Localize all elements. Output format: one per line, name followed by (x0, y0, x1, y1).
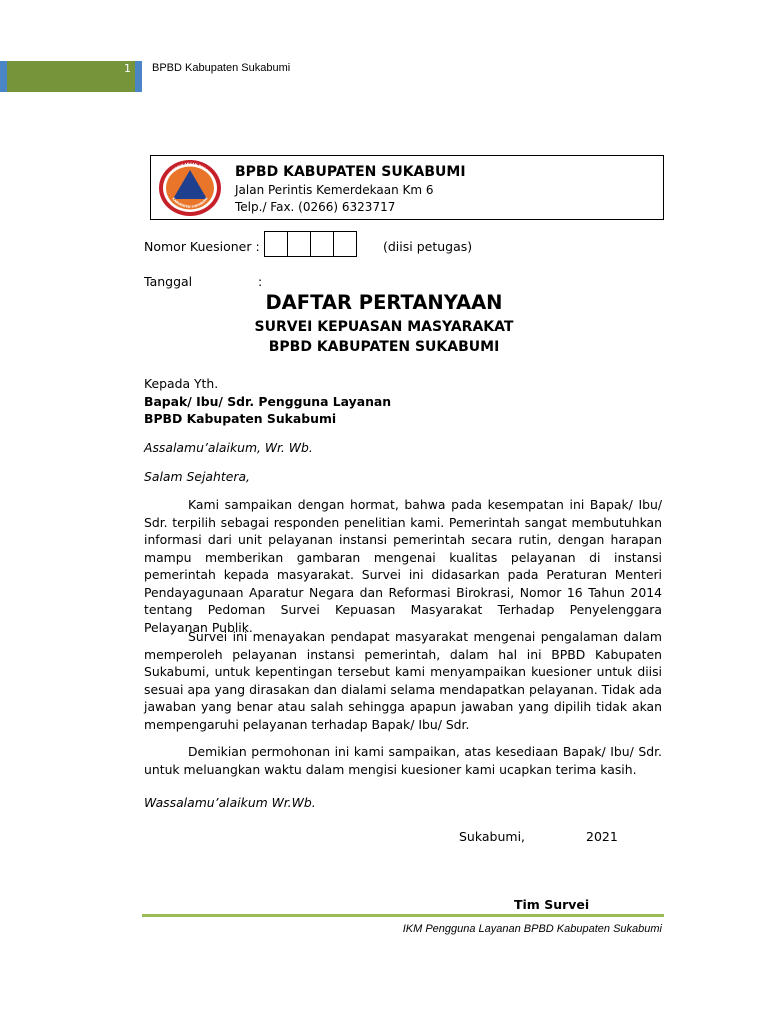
nomor-digit-box[interactable] (311, 232, 334, 256)
tanggal-label: Tanggal (144, 274, 193, 289)
header-accent-right (135, 61, 142, 92)
subtitle-survey: SURVEI KEPUASAN MASYARAKAT (254, 319, 514, 335)
header-accent-left (0, 61, 7, 92)
body-paragraph-3: Demikian permohonan ini kami sampaikan, atas kesediaan Bapak/ Ibu/ Sdr. untuk meluangkan waktu dalam mengisi kuesioner kami ucapkan terima kasih. (144, 744, 662, 777)
closing-year: 2021 (586, 829, 618, 844)
org-phone: Telp./ Fax. (0266) 6323717 (235, 200, 396, 214)
nomor-digit-box[interactable] (265, 232, 288, 256)
header-bar (0, 61, 142, 92)
header-title: BPBD Kabupaten Sukabumi (152, 62, 291, 74)
letterhead-box (150, 155, 664, 220)
footer-divider (142, 914, 664, 917)
bpbd-logo-icon (158, 159, 222, 217)
recipient-line3: BPBD Kabupaten Sukabumi (144, 411, 337, 426)
logo-ring-text: DAN PENANGGULANGAN BENCANA DAER (162, 161, 218, 189)
org-name: BPBD KABUPATEN SUKABUMI (235, 164, 466, 180)
nomor-label: Nomor Kuesioner : (144, 239, 260, 254)
greeting-salam: Salam Sejahtera, (144, 469, 250, 484)
body-paragraph-2: Survei ini menayakan pendapat masyarakat mengenai pengalaman dalam memperoleh pelayanan instansi pemerintah, dalam hal ini BPBD Kabupaten Sukabumi, untuk kepentingan tersebut kami menyampaikan kuesioner untuk diisi sesuai apa yang dirasakan dan dialami selama mendapatkan pelayanan. Tidak ada jawaban yang benar atau salah sehingga apapun jawaban yang dipilih tidak akan mempengaruhi pelayanan terhadap Bapak/ Ibu/ Sdr. (144, 629, 662, 732)
closing-place: Sukabumi, (459, 829, 526, 844)
closing-wassalam: Wassalamu’alaikum Wr.Wb. (144, 795, 316, 810)
page-number: 1 (124, 62, 131, 75)
recipient-line2: Bapak/ Ibu/ Sdr. Pengguna Layanan (144, 394, 392, 409)
tanggal-colon: : (258, 274, 263, 289)
nomor-kuesioner-boxes[interactable] (264, 231, 357, 257)
nomor-note: (diisi petugas) (383, 239, 473, 254)
body-paragraph-1: Kami sampaikan dengan hormat, bahwa pada kesempatan ini Bapak/ Ibu/ Sdr. terpilih sebagai responden penelitian kami. Pemerintah sangat membutuhkan informasi dari unit pelayanan instansi pemerintah secara rutin, dengan harapan mampu memberikan gambaran mengenai kualitas pelayanan di instansi pemerintah kepada masyarakat. Survei ini didasarkan pada Peraturan Menteri Pendayagunaan Aparatur Negara dan Reformasi Birokrasi, Nomor 16 Tahun 2014 tentang Pedoman Survei Kepuasan Masyarakat Terhadap Penyelenggara Pelayanan Publik. (144, 497, 662, 635)
greeting-opening: Assalamu’alaikum, Wr. Wb. (144, 440, 313, 455)
logo-bottom-text: KABUPATEN SUKABUMI (171, 196, 209, 209)
subtitle-agency: BPBD KABUPATEN SUKABUMI (268, 339, 500, 355)
nomor-digit-box[interactable] (288, 232, 311, 256)
closing-signer: Tim Survei (514, 897, 590, 912)
footer-text: IKM Pengguna Layanan BPBD Kabupaten Sukabumi (402, 923, 662, 935)
nomor-digit-box[interactable] (334, 232, 356, 256)
org-address: Jalan Perintis Kemerdekaan Km 6 (235, 183, 434, 197)
main-title: DAFTAR PERTANYAAN (265, 291, 503, 314)
recipient-line1: Kepada Yth. (144, 376, 219, 391)
